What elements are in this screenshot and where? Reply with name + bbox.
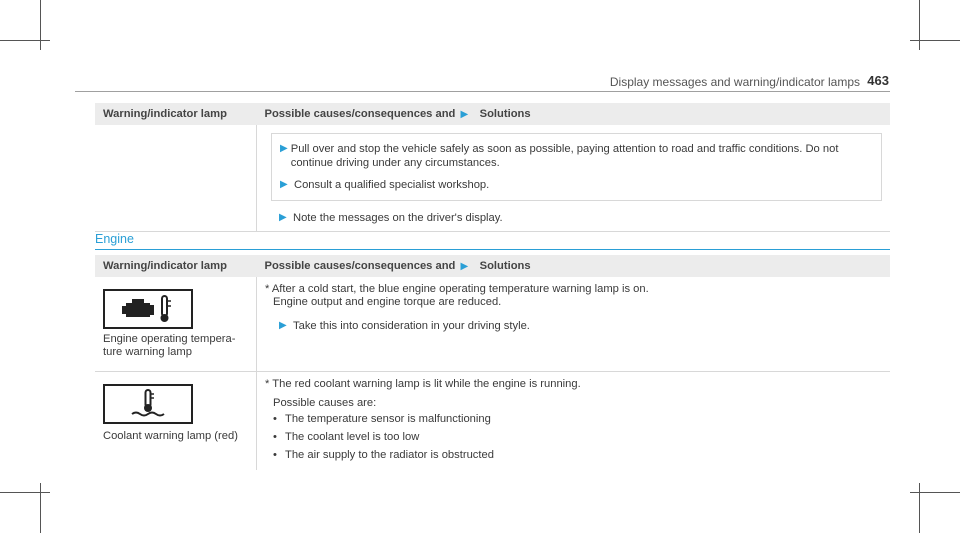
- lamp-cell: [95, 372, 257, 471]
- cause-text-2: Engine output and engine torque are reduced.: [273, 296, 502, 308]
- lamp-label: Coolant warning lamp (red): [103, 430, 238, 442]
- crop-mark: [919, 483, 920, 533]
- section-rule: [95, 249, 890, 250]
- list-item: [280, 178, 873, 192]
- intro-text: Possible causes are:: [273, 397, 377, 409]
- section-title: Engine: [95, 232, 134, 246]
- list-item: [273, 446, 882, 464]
- bullet-icon: •: [273, 431, 277, 443]
- cause-text: * After a cold start, the blue engine operating temperature warning lamp is on.: [265, 283, 649, 295]
- list-item: [279, 211, 882, 225]
- col-header-causes-text: Possible causes/consequences and: [264, 108, 456, 120]
- list-item: [273, 410, 882, 428]
- crop-mark: [40, 0, 41, 50]
- bullet-icon: •: [273, 413, 277, 425]
- crop-mark: [910, 40, 960, 41]
- col-header-lamp: Warning/indicator lamp: [95, 255, 257, 277]
- engine-table: [95, 255, 890, 470]
- list-item: [280, 142, 873, 170]
- arrow-icon: ▶: [279, 212, 287, 223]
- table-row: [95, 372, 890, 471]
- causes-cell: [257, 125, 891, 232]
- crop-mark: [0, 40, 50, 41]
- engine-section: [95, 232, 890, 250]
- arrow-icon: ▶: [460, 109, 469, 120]
- col-header-causes-text: Possible causes/consequences and: [264, 260, 456, 272]
- lamp-cell-empty: [95, 125, 257, 232]
- bullet-icon: •: [273, 449, 277, 461]
- page-number: 463: [867, 73, 889, 88]
- lamp-cell: [95, 277, 257, 372]
- col-header-solutions-text: Solutions: [479, 108, 531, 120]
- page-header-title: Display messages and warning/indicator lamps: [609, 75, 860, 89]
- crop-mark: [40, 483, 41, 533]
- step-text: Pull over and stop the vehicle safely as soon as possible, paying attention to road and traffic conditions. Do not continue driving under any circumstances.: [290, 143, 839, 169]
- crop-mark: [919, 0, 920, 50]
- causes-cell: [257, 277, 891, 372]
- crop-mark: [910, 492, 960, 493]
- table-header-row: [95, 255, 890, 277]
- arrow-icon: ▶: [460, 261, 469, 272]
- col-header-causes: [257, 103, 891, 125]
- arrow-icon: ▶: [280, 179, 288, 190]
- step-text: Note the messages on the driver's display.: [293, 212, 503, 224]
- table-row: [95, 125, 890, 232]
- step-text: Consult a qualified specialist workshop.: [294, 179, 490, 191]
- header-rule: [75, 91, 890, 92]
- col-header-lamp: Warning/indicator lamp: [95, 103, 257, 125]
- coolant-temperature-icon: [103, 384, 193, 424]
- list-item: [273, 428, 882, 446]
- col-header-solutions-text: Solutions: [479, 260, 531, 272]
- arrow-icon: ▶: [280, 143, 288, 154]
- bullet-text: The temperature sensor is malfunctioning: [285, 413, 491, 425]
- table-row: [95, 277, 890, 372]
- engine-temperature-icon: [103, 289, 193, 329]
- warning-box: [271, 133, 882, 201]
- bullet-text: The air supply to the radiator is obstructed: [285, 449, 494, 461]
- continued-table: [95, 103, 890, 232]
- col-header-causes: [257, 255, 891, 277]
- lamp-label: Engine operating tempera-ture warning lamp: [103, 333, 236, 358]
- table-header-row: [95, 103, 890, 125]
- causes-cell: [257, 372, 891, 471]
- bullet-text: The coolant level is too low: [285, 431, 420, 443]
- cause-text: * The red coolant warning lamp is lit while the engine is running.: [265, 378, 581, 390]
- arrow-icon: ▶: [279, 320, 287, 331]
- step-text: Take this into consideration in your driving style.: [293, 320, 530, 332]
- list-item: [279, 319, 882, 333]
- crop-mark: [0, 492, 50, 493]
